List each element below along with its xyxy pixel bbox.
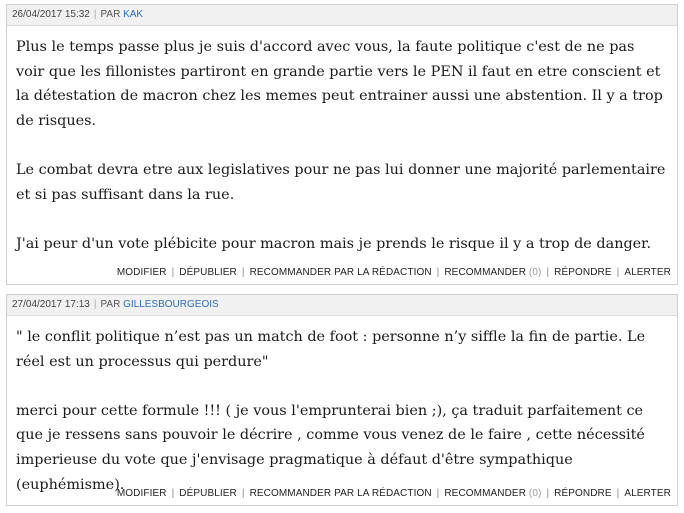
- action-separator: |: [546, 488, 550, 499]
- editorial-recommend-button[interactable]: RECOMMANDER PAR LA RÉDACTION: [249, 488, 432, 499]
- comment-author-link[interactable]: GILLESBOURGEOIS: [123, 299, 219, 310]
- reply-button[interactable]: RÉPONDRE: [554, 488, 612, 499]
- recommend-count: (0): [528, 488, 542, 499]
- modify-button[interactable]: MODIFIER: [116, 267, 167, 278]
- comment-body: [7, 26, 677, 256]
- author-prefix: PAR: [100, 299, 121, 310]
- recommend-button[interactable]: RECOMMANDER: [444, 488, 527, 499]
- comment-paragraph: Le combat devra etre aux legislatives pour ne pas lui donner une majorité parlementaire et si pas suffisant dans la rue.: [16, 161, 666, 203]
- editorial-recommend-button[interactable]: RECOMMANDER PAR LA RÉDACTION: [249, 267, 432, 278]
- action-separator: |: [241, 488, 245, 499]
- comment-body: [7, 316, 677, 497]
- alert-button[interactable]: ALERTER: [624, 267, 671, 278]
- comment-date: 26/04/2017 15:32: [12, 9, 90, 20]
- comment-paragraph: Plus le temps passe plus je suis d'accord avec vous, la faute politique c'est de ne pas voir que les fillonistes partiront en grande partie vers le PEN il faut en etre conscient et la détestation de macron chez les memes peut entrainer aussi une abstention. Il y a trop de risques.: [16, 39, 663, 129]
- action-separator: |: [616, 488, 620, 499]
- action-separator: |: [171, 267, 175, 278]
- action-separator: |: [436, 267, 440, 278]
- comment-author-link[interactable]: KAK: [123, 9, 144, 20]
- comment-meta: [7, 295, 677, 316]
- comment-paragraph: J'ai peur d'un vote plébicite pour macron mais je prends le risque il y a trop de danger.: [16, 235, 652, 252]
- comment-date: 27/04/2017 17:13: [12, 299, 90, 310]
- recommend-count: (0): [528, 267, 542, 278]
- meta-separator: |: [93, 299, 97, 310]
- comment: [6, 294, 678, 506]
- action-separator: |: [616, 267, 620, 278]
- author-prefix: PAR: [100, 9, 121, 20]
- recommend-button[interactable]: RECOMMANDER: [444, 267, 527, 278]
- meta-separator: |: [93, 9, 97, 20]
- comment-actions: [117, 488, 671, 499]
- modify-button[interactable]: MODIFIER: [116, 488, 167, 499]
- comment-actions: [117, 267, 671, 278]
- reply-button[interactable]: RÉPONDRE: [554, 267, 612, 278]
- unpublish-button[interactable]: DÉPUBLIER: [179, 488, 237, 499]
- comment: [6, 4, 678, 285]
- unpublish-button[interactable]: DÉPUBLIER: [179, 267, 237, 278]
- action-separator: |: [241, 267, 245, 278]
- action-separator: |: [546, 267, 550, 278]
- action-separator: |: [171, 488, 175, 499]
- comment-paragraph: " le conflit politique n’est pas un match de foot : personne n’y siffle la fin de partie. Le réel est un processus qui perdure": [16, 329, 646, 370]
- alert-button[interactable]: ALERTER: [624, 488, 671, 499]
- comment-paragraph: merci pour cette formule !!! ( je vous l'emprunterai bien ;), ça traduit parfaitement ce que je ressens sans pouvoir le décrire , comme vous venez de le faire , cette nécessité imperieuse du vote que j'envisage pragmatique à défaut d'être sympathique (euphémisme).: [16, 402, 645, 493]
- comment-meta: [7, 5, 677, 26]
- action-separator: |: [436, 488, 440, 499]
